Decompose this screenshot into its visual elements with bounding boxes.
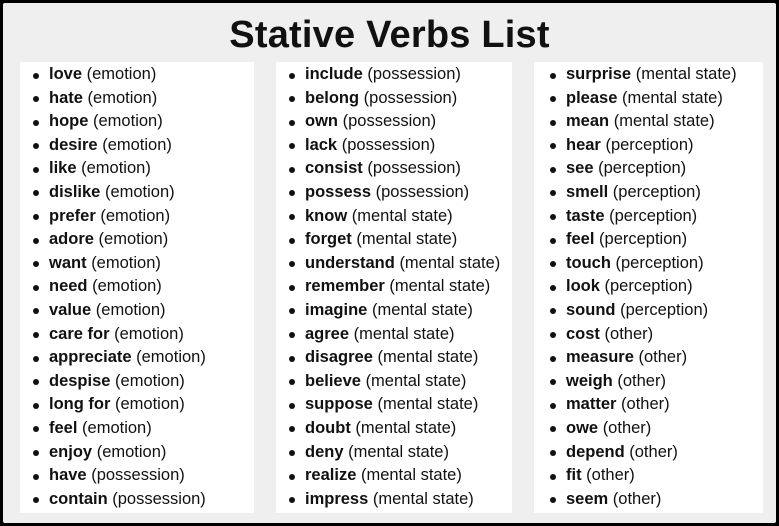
verb-list xyxy=(276,63,512,511)
verb-word: believe xyxy=(305,371,361,390)
bullet-icon xyxy=(289,96,295,102)
verb-word: seem xyxy=(566,489,609,508)
verb-word: hope xyxy=(49,112,89,131)
verb-word: disagree xyxy=(305,348,373,367)
verb-word: imagine xyxy=(305,300,368,319)
verb-list-item xyxy=(20,299,254,323)
verb-word: fit xyxy=(566,466,582,485)
verb-category: (emotion) xyxy=(104,182,175,201)
verb-category: (emotion) xyxy=(92,277,162,296)
verb-category: (other) xyxy=(638,348,688,367)
verb-category: (possession) xyxy=(367,65,461,83)
verb-word: consist xyxy=(305,159,363,178)
verb-word: need xyxy=(49,277,88,296)
verb-list-item xyxy=(276,370,512,394)
verb-category: (mental state) xyxy=(372,489,474,508)
verb-category: (mental state) xyxy=(371,300,473,319)
verb-word: know xyxy=(305,206,348,225)
verb-word: value xyxy=(49,300,92,319)
verb-word: feel xyxy=(49,418,78,437)
bullet-icon xyxy=(33,238,39,244)
bullet-icon xyxy=(289,332,295,338)
verb-list-item xyxy=(276,441,512,465)
bullet-icon xyxy=(550,379,556,385)
verb-list-item xyxy=(20,441,254,465)
verb-list-item xyxy=(20,110,254,134)
verb-column-3 xyxy=(534,62,763,513)
bullet-icon xyxy=(289,190,295,196)
verb-category: (emotion) xyxy=(96,442,167,461)
verb-list-item xyxy=(20,370,254,394)
verb-category: (possession) xyxy=(375,182,470,201)
verb-list-item xyxy=(20,488,254,512)
verb-word: understand xyxy=(305,253,395,272)
verb-list-item xyxy=(276,134,512,158)
verb-word: have xyxy=(49,466,87,485)
verb-list-item xyxy=(276,323,512,347)
verb-category: (mental state) xyxy=(353,324,455,343)
bullet-icon xyxy=(289,167,295,173)
verb-category: (perception) xyxy=(598,159,687,178)
verb-column-2 xyxy=(276,62,512,513)
verb-category: (mental state) xyxy=(360,466,462,485)
verb-list-item xyxy=(276,63,512,87)
verb-list-item xyxy=(534,488,763,512)
verb-list-item xyxy=(534,323,763,347)
verb-word: cost xyxy=(566,324,600,343)
verb-word: see xyxy=(566,159,594,178)
bullet-icon xyxy=(33,356,39,362)
verb-word: adore xyxy=(49,230,94,249)
verb-column-1 xyxy=(20,62,254,513)
bullet-icon xyxy=(550,356,556,362)
verb-category: (emotion) xyxy=(102,135,172,154)
bullet-icon xyxy=(33,308,39,314)
verb-list-item xyxy=(276,299,512,323)
verb-category: (mental state) xyxy=(389,277,491,296)
verb-word: taste xyxy=(566,206,605,225)
bullet-icon xyxy=(33,214,39,220)
verb-list-item xyxy=(276,464,512,488)
bullet-icon xyxy=(289,214,295,220)
verb-list-item xyxy=(276,181,512,205)
bullet-icon xyxy=(289,120,295,126)
verb-category: (mental state) xyxy=(377,348,479,367)
verb-word: dislike xyxy=(49,182,101,201)
verb-word: care for xyxy=(49,324,110,343)
verb-word: measure xyxy=(566,348,634,367)
verb-category: (possession) xyxy=(363,88,458,107)
verb-category: (perception) xyxy=(612,182,701,201)
verb-word: belong xyxy=(305,88,360,107)
verb-list-item xyxy=(534,63,763,87)
verb-category: (emotion) xyxy=(91,253,161,272)
verb-word: owe xyxy=(566,418,599,437)
bullet-icon xyxy=(33,474,39,480)
bullet-icon xyxy=(289,143,295,149)
verb-word: want xyxy=(49,253,87,272)
verb-list-item xyxy=(534,157,763,181)
verb-list-item xyxy=(276,157,512,181)
verb-category: (perception) xyxy=(605,135,694,154)
verb-word: depend xyxy=(566,442,625,461)
verb-list-item xyxy=(276,228,512,252)
bullet-icon xyxy=(550,96,556,102)
verb-word: like xyxy=(49,159,77,178)
verb-list-item xyxy=(20,275,254,299)
verb-category: (perception) xyxy=(615,253,704,272)
verb-word: smell xyxy=(566,182,609,201)
verb-category: (other) xyxy=(612,489,662,508)
verb-category: (emotion) xyxy=(115,395,185,414)
bullet-icon xyxy=(289,261,295,267)
verb-list-item xyxy=(276,205,512,229)
verb-category: (emotion) xyxy=(136,348,206,367)
verb-word: surprise xyxy=(566,65,632,83)
verb-list-item xyxy=(534,228,763,252)
verb-word: please xyxy=(566,88,618,107)
verb-list-item xyxy=(276,417,512,441)
bullet-icon xyxy=(550,261,556,267)
verb-list-item xyxy=(534,252,763,276)
verb-category: (other) xyxy=(629,442,678,461)
verb-word: possess xyxy=(305,182,372,201)
verb-category: (emotion) xyxy=(98,230,169,249)
bullet-icon xyxy=(550,285,556,291)
verb-list-item xyxy=(534,181,763,205)
verb-word: appreciate xyxy=(49,348,132,367)
bullet-icon xyxy=(550,73,556,79)
bullet-icon xyxy=(550,120,556,126)
document-frame xyxy=(3,3,776,523)
verb-category: (emotion) xyxy=(82,418,152,437)
verb-category: (possession) xyxy=(367,159,461,178)
verb-word: hear xyxy=(566,135,601,154)
bullet-icon xyxy=(550,450,556,456)
verb-word: sound xyxy=(566,300,616,319)
verb-word: desire xyxy=(49,135,98,154)
verb-list-item xyxy=(534,464,763,488)
verb-word: forget xyxy=(305,230,352,249)
bullet-icon xyxy=(289,285,295,291)
verb-category: (perception) xyxy=(620,300,709,319)
verb-category: (possession) xyxy=(112,489,206,508)
verb-list-item xyxy=(20,134,254,158)
verb-word: remember xyxy=(305,277,385,296)
bullet-icon xyxy=(33,167,39,173)
verb-list-item xyxy=(20,228,254,252)
verb-category: (perception) xyxy=(604,277,693,296)
verb-category: (emotion) xyxy=(100,206,171,225)
bullet-icon xyxy=(33,332,39,338)
verb-list-item xyxy=(534,417,763,441)
verb-word: love xyxy=(49,65,83,83)
bullet-icon xyxy=(289,474,295,480)
page-title: Stative Verbs List xyxy=(229,14,550,56)
verb-category: (mental state) xyxy=(348,442,449,461)
bullet-icon xyxy=(33,120,39,126)
verb-list-item xyxy=(276,346,512,370)
verb-list-item xyxy=(20,417,254,441)
verb-word: suppose xyxy=(305,395,373,414)
verb-list-item xyxy=(20,157,254,181)
verb-list-item xyxy=(276,488,512,512)
bullet-icon xyxy=(550,426,556,432)
verb-list-item xyxy=(534,275,763,299)
verb-word: look xyxy=(566,277,600,296)
verb-list-item xyxy=(276,110,512,134)
verb-list-item xyxy=(20,63,254,87)
bullet-icon xyxy=(550,308,556,314)
verb-list xyxy=(534,63,763,511)
verb-category: (mental state) xyxy=(621,88,723,107)
verb-category: (other) xyxy=(586,466,635,485)
verb-word: weigh xyxy=(566,371,613,390)
verb-category: (mental state) xyxy=(356,230,458,249)
verb-category: (other) xyxy=(621,395,670,414)
verb-category: (emotion) xyxy=(115,371,185,390)
bullet-icon xyxy=(289,379,295,385)
verb-list-item xyxy=(20,205,254,229)
bullet-icon xyxy=(550,167,556,173)
verb-word: hate xyxy=(49,88,83,107)
bullet-icon xyxy=(550,214,556,220)
verb-category: (possession) xyxy=(342,112,437,131)
bullet-icon xyxy=(289,497,295,503)
bullet-icon xyxy=(33,96,39,102)
verb-word: deny xyxy=(305,442,344,461)
verb-list-item xyxy=(534,110,763,134)
verb-category: (emotion) xyxy=(81,159,151,178)
verb-category: (emotion) xyxy=(87,88,158,107)
bullet-icon xyxy=(289,73,295,79)
verb-word: long for xyxy=(49,395,111,414)
verb-word: doubt xyxy=(305,418,351,437)
verb-word: impress xyxy=(305,489,369,508)
bullet-icon xyxy=(33,73,39,79)
verb-word: realize xyxy=(305,466,357,485)
bullet-icon xyxy=(33,403,39,409)
bullet-icon xyxy=(33,143,39,149)
verb-list xyxy=(20,63,254,511)
verb-category: (emotion) xyxy=(93,112,163,131)
verb-list-item xyxy=(276,393,512,417)
verb-category: (possession) xyxy=(341,135,436,154)
verb-category: (perception) xyxy=(599,230,688,249)
verb-word: enjoy xyxy=(49,442,93,461)
verb-category: (emotion) xyxy=(86,65,157,83)
verb-list-item xyxy=(276,87,512,111)
verb-category: (emotion) xyxy=(95,300,166,319)
verb-category: (other) xyxy=(604,324,654,343)
verb-list-item xyxy=(20,393,254,417)
verb-word: prefer xyxy=(49,206,96,225)
verb-word: matter xyxy=(566,395,617,414)
bullet-icon xyxy=(289,308,295,314)
verb-list-item xyxy=(20,181,254,205)
bullet-icon xyxy=(289,426,295,432)
verb-list-item xyxy=(20,323,254,347)
verb-list-item xyxy=(20,252,254,276)
verb-category: (mental state) xyxy=(635,65,737,83)
verb-category: (emotion) xyxy=(114,324,184,343)
verb-category: (other) xyxy=(602,418,652,437)
verb-list-item xyxy=(534,134,763,158)
bullet-icon xyxy=(550,497,556,503)
verb-word: contain xyxy=(49,489,108,508)
verb-list-item xyxy=(534,393,763,417)
bullet-icon xyxy=(33,497,39,503)
verb-word: lack xyxy=(305,135,338,154)
bullet-icon xyxy=(550,403,556,409)
bullet-icon xyxy=(550,190,556,196)
bullet-icon xyxy=(289,238,295,244)
verb-word: mean xyxy=(566,112,610,131)
bullet-icon xyxy=(289,356,295,362)
verb-category: (mental state) xyxy=(613,112,715,131)
verb-list-item xyxy=(276,275,512,299)
bullet-icon xyxy=(33,190,39,196)
bullet-icon xyxy=(33,426,39,432)
verb-word: own xyxy=(305,112,338,131)
verb-list-item xyxy=(534,299,763,323)
bullet-icon xyxy=(550,332,556,338)
bullet-icon xyxy=(550,143,556,149)
verb-word: agree xyxy=(305,324,350,343)
verb-category: (mental state) xyxy=(351,206,453,225)
verb-category: (possession) xyxy=(91,466,185,485)
bullet-icon xyxy=(550,474,556,480)
bullet-icon xyxy=(289,450,295,456)
verb-category: (other) xyxy=(617,371,666,390)
verb-list-item xyxy=(276,252,512,276)
verb-list-item xyxy=(20,87,254,111)
verb-category: (mental state) xyxy=(365,371,467,390)
verb-list-item xyxy=(534,87,763,111)
verb-category: (mental state) xyxy=(377,395,479,414)
verb-list-item xyxy=(534,346,763,370)
verb-list-item xyxy=(534,370,763,394)
bullet-icon xyxy=(550,238,556,244)
verb-word: include xyxy=(305,65,363,83)
verb-category: (mental state) xyxy=(355,418,457,437)
verb-category: (perception) xyxy=(609,206,698,225)
bullet-icon xyxy=(33,261,39,267)
verb-word: feel xyxy=(566,230,595,249)
bullet-icon xyxy=(33,379,39,385)
verb-list-item xyxy=(20,346,254,370)
bullet-icon xyxy=(289,403,295,409)
verb-list-item xyxy=(20,464,254,488)
verb-word: despise xyxy=(49,371,111,390)
verb-category: (mental state) xyxy=(399,253,501,272)
verb-word: touch xyxy=(566,253,611,272)
bullet-icon xyxy=(33,450,39,456)
verb-list-item xyxy=(534,205,763,229)
verb-list-item xyxy=(534,441,763,465)
bullet-icon xyxy=(33,285,39,291)
